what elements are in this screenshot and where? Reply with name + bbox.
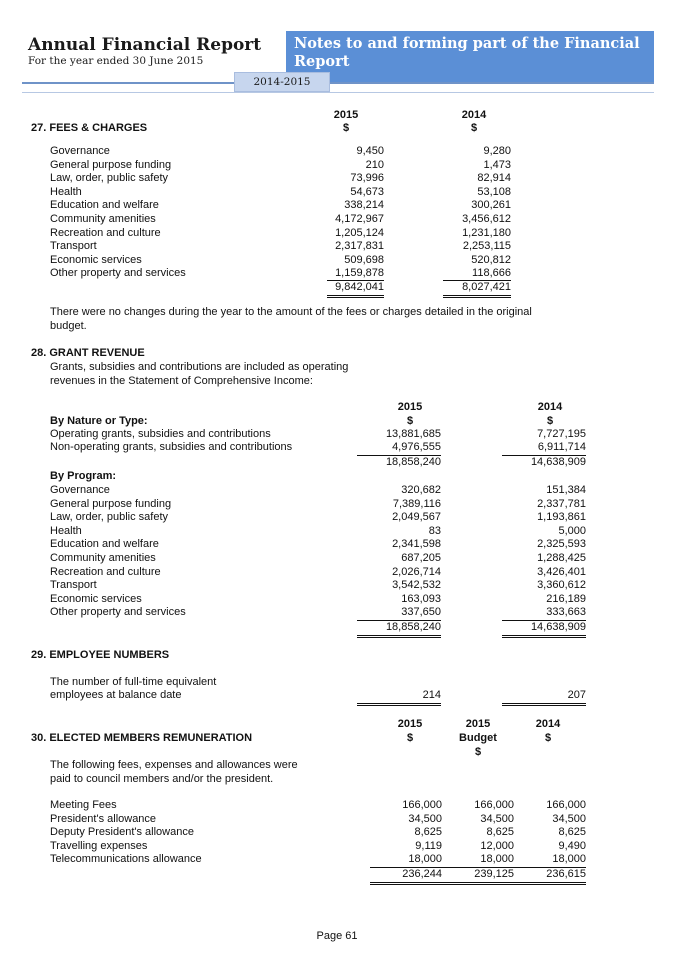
text-line-2: employees at balance date — [50, 689, 182, 701]
row-label: Telecommunications allowance — [50, 853, 202, 865]
col-2015-budget-header: 2015 — [465, 718, 491, 730]
header-divider-thin — [22, 92, 654, 93]
header-divider — [22, 82, 654, 84]
row-value-2014: 2,337,781 — [537, 498, 586, 510]
row-value-2015: 13,881,685 — [385, 428, 441, 440]
row-label: Community amenities — [50, 552, 156, 564]
section-heading: 30. ELECTED MEMBERS REMUNERATION — [31, 732, 253, 744]
row-label: Meeting Fees — [50, 799, 117, 811]
row-value-budget: 12,000 — [480, 840, 514, 852]
row-label: Other property and services — [50, 606, 186, 618]
row-value-2014: 1,193,861 — [537, 511, 586, 523]
row-value-2015: 7,389,116 — [392, 498, 441, 510]
row-value-2014: 166,000 — [546, 799, 586, 811]
row-value-2014: 520,812 — [471, 254, 511, 266]
row-label: Recreation and culture — [50, 227, 161, 239]
row-label: General purpose funding — [50, 498, 172, 510]
row-value-budget: 34,500 — [480, 813, 514, 825]
total-budget: 239,125 — [442, 867, 514, 885]
row-value-2014: 7,727,195 — [537, 428, 586, 440]
row-value-2014: 6,911,714 — [537, 441, 586, 453]
row-label: General purpose funding — [50, 159, 172, 171]
row-value-2015: 320,682 — [401, 484, 441, 496]
row-value-2015: 9,119 — [415, 840, 442, 852]
total-2014: 8,027,421 — [443, 280, 511, 298]
col-2014-header: 2014 — [461, 109, 487, 121]
row-value-2014: 53,108 — [477, 186, 511, 198]
row-label: Law, order, public safety — [50, 511, 169, 523]
intro-line-2: paid to council members and/or the president. — [50, 773, 274, 785]
row-label: Deputy President's allowance — [50, 826, 194, 838]
col-2015-header: 2015 — [397, 401, 423, 413]
employees-2014: 207 — [502, 689, 586, 706]
row-value-2014: 151,384 — [546, 484, 586, 496]
row-value-2014: 1,288,425 — [537, 552, 586, 564]
currency-2014: $ — [546, 415, 554, 427]
row-value-2015: 210 — [365, 159, 384, 171]
intro-line-1: Grants, subsidies and contributions are included as operating — [50, 361, 349, 373]
row-label: Transport — [50, 240, 97, 252]
row-value-2014: 2,325,593 — [537, 538, 586, 550]
row-label: Education and welfare — [50, 538, 159, 550]
row-value-2015: 2,317,831 — [335, 240, 384, 252]
row-value-2014: 5,000 — [558, 525, 586, 537]
row-value-2015: 9,450 — [356, 145, 384, 157]
page-number: Page 61 — [316, 930, 358, 942]
program-heading: By Program: — [50, 470, 117, 482]
section-heading: 27. FEES & CHARGES — [31, 122, 148, 134]
text-line-1: The number of full-time equivalent — [50, 676, 217, 688]
currency-2014: $ — [470, 122, 478, 134]
row-label: Governance — [50, 145, 110, 157]
row-value-2015: 2,049,567 — [392, 511, 441, 523]
row-label: Other property and services — [50, 267, 186, 279]
section-heading: 29. EMPLOYEE NUMBERS — [31, 649, 170, 661]
currency-2015: $ — [406, 415, 414, 427]
row-value-2014: 300,261 — [471, 199, 511, 211]
year-tab: 2014-2015 — [234, 72, 330, 92]
row-label: Economic services — [50, 593, 142, 605]
row-value-budget: 8,625 — [486, 826, 514, 838]
row-value-2015: 1,205,124 — [335, 227, 384, 239]
row-value-2014: 2,253,115 — [462, 240, 511, 252]
row-label: Health — [50, 525, 82, 537]
budget-label: Budget — [459, 732, 497, 744]
row-value-2014: 333,663 — [546, 606, 586, 618]
intro-line-1: The following fees, expenses and allowances were — [50, 759, 298, 771]
row-value-2014: 3,426,401 — [537, 566, 586, 578]
row-label: Non-operating grants, subsidies and contributions — [50, 441, 293, 453]
report-subtitle: For the year ended 30 June 2015 — [28, 55, 204, 67]
row-value-2014: 1,473 — [483, 159, 511, 171]
row-value-2015: 163,093 — [401, 593, 441, 605]
row-value-2015: 4,976,555 — [392, 441, 441, 453]
row-value-budget: 166,000 — [474, 799, 514, 811]
row-label: Operating grants, subsidies and contributions — [50, 428, 271, 440]
row-label: Transport — [50, 579, 97, 591]
nature-total-2014: 14,638,909 — [502, 455, 586, 469]
row-value-2014: 9,490 — [558, 840, 586, 852]
row-value-2015: 2,026,714 — [392, 566, 441, 578]
note-line-1: There were no changes during the year to the amount of the fees or charges detailed in the original — [50, 306, 532, 318]
row-value-2015: 18,000 — [408, 853, 442, 865]
total-2015: 236,244 — [370, 867, 442, 885]
row-value-2014: 82,914 — [477, 172, 511, 184]
row-value-2014: 3,360,612 — [537, 579, 586, 591]
row-value-2015: 338,214 — [344, 199, 384, 211]
row-value-2015: 2,341,598 — [392, 538, 441, 550]
row-value-2015: 1,159,878 — [327, 267, 384, 281]
row-value-2015: 34,500 — [408, 813, 442, 825]
row-label: Travelling expenses — [50, 840, 148, 852]
col-2015-header: 2015 — [333, 109, 359, 121]
section-heading: 28. GRANT REVENUE — [31, 347, 145, 359]
currency-2014: $ — [544, 732, 552, 744]
col-2014-header: 2014 — [535, 718, 561, 730]
row-value-2015: 166,000 — [402, 799, 442, 811]
row-label: Law, order, public safety — [50, 172, 169, 184]
row-value-2015: 337,650 — [401, 606, 441, 618]
nature-heading: By Nature or Type: — [50, 415, 148, 427]
note-line-2: budget. — [50, 320, 87, 332]
row-label: Community amenities — [50, 213, 156, 225]
currency-2015: $ — [406, 732, 414, 744]
row-value-2015: 73,996 — [350, 172, 384, 184]
nature-total-2015: 18,858,240 — [357, 455, 441, 469]
row-value-2014: 34,500 — [552, 813, 586, 825]
section-title: Notes to and forming part of the Financial Report — [294, 35, 640, 70]
program-total-2015: 18,858,240 — [357, 620, 441, 638]
report-title: Annual Financial Report — [28, 35, 262, 55]
row-value-2014: 118,666 — [443, 267, 511, 281]
row-value-2014: 18,000 — [552, 853, 586, 865]
row-value-2014: 1,231,180 — [462, 227, 511, 239]
employees-2015: 214 — [357, 689, 441, 706]
col-2015-header: 2015 — [397, 718, 423, 730]
row-value-2015: 54,673 — [350, 186, 384, 198]
row-label: Governance — [50, 484, 110, 496]
currency-budget: $ — [474, 746, 482, 758]
row-value-2014: 3,456,612 — [462, 213, 511, 225]
row-label: Education and welfare — [50, 199, 159, 211]
row-value-2015: 687,205 — [401, 552, 441, 564]
row-value-2014: 8,625 — [558, 826, 586, 838]
intro-line-2: revenues in the Statement of Comprehensive Income: — [50, 375, 313, 387]
currency-2015: $ — [342, 122, 350, 134]
total-2015: 9,842,041 — [327, 280, 384, 298]
row-label: Recreation and culture — [50, 566, 161, 578]
row-label: Health — [50, 186, 82, 198]
row-value-2015: 509,698 — [344, 254, 384, 266]
row-label: Economic services — [50, 254, 142, 266]
row-value-2014: 9,280 — [483, 145, 511, 157]
row-value-budget: 18,000 — [480, 853, 514, 865]
row-value-2015: 4,172,967 — [335, 213, 384, 225]
row-label: President's allowance — [50, 813, 157, 825]
program-total-2014: 14,638,909 — [502, 620, 586, 638]
row-value-2015: 3,542,532 — [392, 579, 441, 591]
row-value-2015: 8,625 — [414, 826, 442, 838]
col-2014-header: 2014 — [537, 401, 563, 413]
total-2014: 236,615 — [514, 867, 586, 885]
row-value-2014: 216,189 — [546, 593, 586, 605]
row-value-2015: 83 — [428, 525, 441, 537]
